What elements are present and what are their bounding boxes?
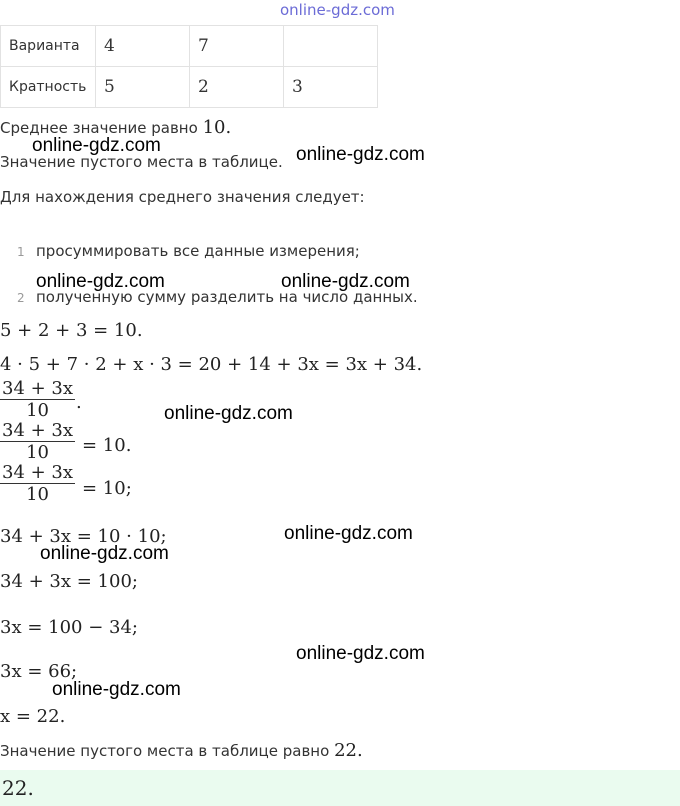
watermark: online-gdz.com bbox=[164, 403, 293, 424]
fraction-numerator: 34 + 3x bbox=[2, 462, 74, 483]
equation: 5 + 2 + 3 = 10. bbox=[0, 320, 143, 341]
table-cell: 2 bbox=[190, 67, 284, 108]
instruction-text: Для нахождения среднего значения следует: bbox=[0, 188, 365, 206]
equation: 34 + 3x = 100; bbox=[0, 571, 138, 592]
table-cell: 5 bbox=[96, 67, 190, 108]
fraction-numerator: 34 + 3x bbox=[2, 378, 74, 399]
fraction-numerator: 34 + 3x bbox=[2, 420, 74, 441]
top-watermark: online-gdz.com bbox=[280, 1, 395, 19]
final-prefix: Значение пустого места в таблице равно bbox=[0, 742, 335, 760]
list-item-step1: просуммировать все данные измерения; bbox=[36, 242, 360, 260]
watermark: online-gdz.com bbox=[284, 523, 413, 544]
data-table bbox=[0, 25, 378, 108]
equation: x = 22. bbox=[0, 706, 66, 727]
empty-place-text: Значение пустого места в таблице. bbox=[0, 153, 283, 171]
table-cell: 4 bbox=[96, 26, 190, 67]
watermark: online-gdz.com bbox=[296, 144, 425, 165]
equation: 3x = 66; bbox=[0, 661, 78, 682]
fraction-denominator: 10 bbox=[26, 400, 49, 421]
fraction bbox=[0, 462, 75, 505]
fraction bbox=[0, 378, 75, 421]
table-cell: 7 bbox=[190, 26, 284, 67]
final-statement bbox=[0, 740, 363, 761]
answer-value: 22. bbox=[2, 776, 34, 800]
watermark: online-gdz.com bbox=[36, 271, 165, 292]
fraction-tail: . bbox=[76, 392, 82, 413]
table-label-multiplicity: Кратность bbox=[1, 67, 96, 108]
list-number: 1 bbox=[17, 245, 25, 259]
table-label-variant: Варианта bbox=[1, 26, 96, 67]
watermark: online-gdz.com bbox=[32, 135, 161, 156]
table-cell: 3 bbox=[284, 67, 378, 108]
table-row bbox=[1, 67, 378, 108]
list-number: 2 bbox=[17, 291, 25, 305]
equation: 34 + 3x = 10 · 10; bbox=[0, 526, 167, 547]
table-row bbox=[1, 26, 378, 67]
watermark: online-gdz.com bbox=[52, 679, 181, 700]
final-value: 22. bbox=[334, 740, 363, 761]
watermark: online-gdz.com bbox=[281, 271, 410, 292]
mean-value: 10. bbox=[202, 117, 232, 138]
mean-prefix: Среднее значение равно bbox=[0, 119, 203, 137]
equation: 4 · 5 + 7 · 2 + x · 3 = 20 + 14 + 3x = 3x + 34. bbox=[0, 354, 423, 375]
equation: 3x = 100 − 34; bbox=[0, 617, 138, 638]
watermark: online-gdz.com bbox=[296, 643, 425, 664]
fraction bbox=[0, 420, 75, 463]
fraction-denominator: 10 bbox=[26, 484, 49, 505]
answer-box bbox=[0, 770, 680, 806]
list-item-step2: полученную сумму разделить на число данных. bbox=[36, 288, 418, 306]
table-cell-empty bbox=[284, 26, 378, 67]
watermark: online-gdz.com bbox=[40, 543, 169, 564]
fraction-denominator: 10 bbox=[26, 442, 49, 463]
fraction-tail: = 10. bbox=[82, 435, 132, 456]
fraction-tail: = 10; bbox=[82, 478, 132, 499]
